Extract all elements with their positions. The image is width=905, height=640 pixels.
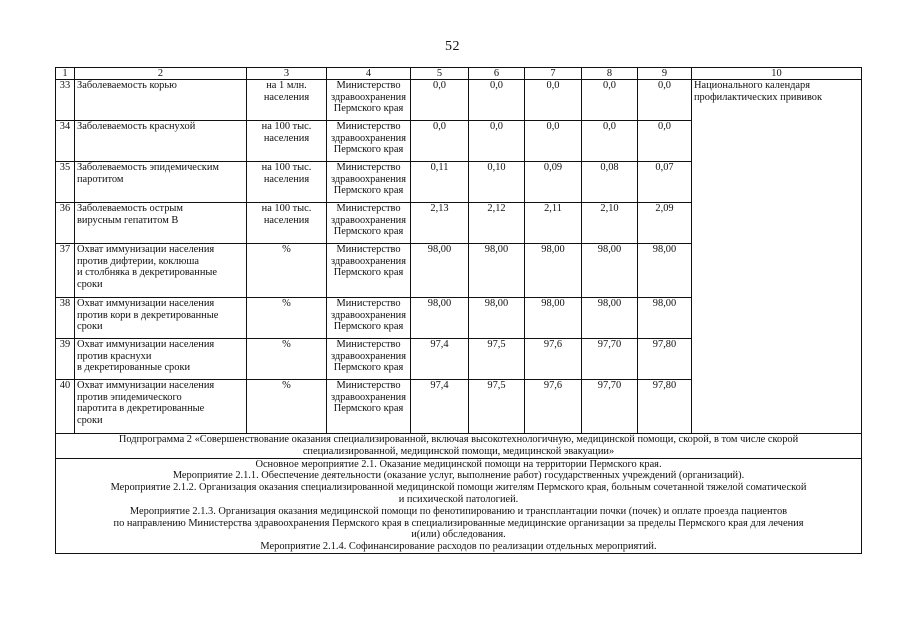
indicator-value: 2,12 (469, 203, 525, 244)
indicator-name-line: Охват иммунизации населения (77, 298, 215, 309)
activity-line: Мероприятие 2.1.1. Обеспечение деятельности (оказание услуг, выполнение работ) государственных учреждений (организаций). (172, 470, 745, 482)
unit-of-measure-line: % (282, 244, 291, 255)
indicator-value: 0,0 (638, 121, 692, 162)
indicator-value: 0,08 (582, 162, 638, 203)
indicator-name (75, 298, 247, 339)
responsible-executor-line: Пермского края (333, 103, 404, 115)
note-cell (692, 80, 862, 434)
indicator-name-line: против дифтерии, коклюша (77, 255, 199, 267)
responsible-executor-line: Пермского края (333, 321, 404, 333)
row-number: 36 (56, 203, 75, 244)
indicator-name-line: вирусным гепатитом В (77, 214, 179, 226)
indicator-value: 0,11 (411, 162, 469, 203)
indicator-value: 2,10 (582, 203, 638, 244)
unit-of-measure-line: на 100 тыс. (261, 121, 312, 132)
indicator-name-line: против кори в декретированные (77, 309, 219, 321)
row-number: 38 (56, 298, 75, 339)
unit-of-measure-line: % (282, 339, 291, 350)
responsible-executor (327, 162, 411, 203)
responsible-executor (327, 298, 411, 339)
unit-of-measure (247, 380, 327, 434)
indicator-name (75, 121, 247, 162)
column-number: 10 (692, 68, 862, 80)
unit-of-measure-line: на 100 тыс. (261, 203, 312, 214)
responsible-executor-line: здравоохранения (330, 91, 407, 103)
indicator-name-line: Охват иммунизации населения (77, 244, 215, 255)
activity-line: Мероприятие 2.1.2. Организация оказания специализированной медицинской помощи жителям Пермского края, больным сочетанной тяжелой соматической (110, 482, 807, 494)
responsible-executor (327, 80, 411, 121)
subprogram-line: специализированной, медицинской помощи, медицинской эвакуации» (302, 445, 615, 457)
indicator-value: 0,0 (469, 121, 525, 162)
indicator-value: 98,00 (638, 298, 692, 339)
responsible-executor-line: Пермского края (333, 267, 404, 279)
unit-of-measure (247, 121, 327, 162)
indicator-value: 2,13 (411, 203, 469, 244)
indicator-name-line: Заболеваемость острым (77, 203, 183, 214)
responsible-executor-line: Министерство (336, 203, 401, 214)
indicator-value: 97,5 (469, 339, 525, 380)
activity-line: и психической патологией. (398, 493, 519, 505)
responsible-executor-line: Министерство (336, 298, 401, 309)
unit-of-measure-line: на 1 млн. (266, 80, 307, 91)
responsible-executor-line: Министерство (336, 380, 401, 391)
responsible-executor-line: здравоохранения (330, 391, 407, 403)
responsible-executor-line: Пермского края (333, 403, 404, 415)
unit-of-measure-line: % (282, 298, 291, 309)
responsible-executor-line: здравоохранения (330, 350, 407, 362)
indicator-value: 97,6 (525, 339, 582, 380)
column-number: 3 (247, 68, 327, 80)
responsible-executor-line: Министерство (336, 121, 401, 132)
row-number: 37 (56, 244, 75, 298)
indicator-value: 0,0 (525, 121, 582, 162)
indicator-name-line: сроки (77, 414, 103, 426)
row-number: 33 (56, 80, 75, 121)
responsible-executor (327, 203, 411, 244)
unit-of-measure-line: населения (263, 173, 310, 185)
indicator-value: 98,00 (411, 244, 469, 298)
row-number: 40 (56, 380, 75, 434)
indicator-value: 97,80 (638, 339, 692, 380)
indicator-name-line: Охват иммунизации населения (77, 339, 215, 350)
indicator-value: 2,11 (525, 203, 582, 244)
responsible-executor (327, 121, 411, 162)
indicator-value: 0,09 (525, 162, 582, 203)
column-number: 4 (327, 68, 411, 80)
column-number: 5 (411, 68, 469, 80)
responsible-executor (327, 244, 411, 298)
unit-of-measure-line: населения (263, 132, 310, 144)
indicator-name-line: сроки (77, 278, 103, 290)
indicator-name-line: Заболеваемость эпидемическим (77, 162, 219, 173)
indicator-value: 98,00 (469, 298, 525, 339)
responsible-executor-line: Министерство (336, 244, 401, 255)
responsible-executor-line: здравоохранения (330, 309, 407, 321)
indicator-value: 98,00 (411, 298, 469, 339)
responsible-executor-line: Пермского края (333, 144, 404, 156)
unit-of-measure-line: населения (263, 91, 310, 103)
column-number: 2 (75, 68, 247, 80)
indicator-value: 97,80 (638, 380, 692, 434)
responsible-executor-line: Министерство (336, 80, 401, 91)
indicator-value: 98,00 (582, 244, 638, 298)
table-row (56, 80, 862, 121)
activity-line: Основное мероприятие 2.1. Оказание медицинской помощи на территории Пермского края. (255, 458, 662, 470)
indicator-value: 0,0 (411, 121, 469, 162)
indicator-value: 97,70 (582, 339, 638, 380)
activities-list (56, 458, 862, 553)
indicator-name-line: Заболеваемость корью (77, 80, 177, 91)
indicator-value: 97,70 (582, 380, 638, 434)
indicator-value: 0,0 (411, 80, 469, 121)
activity-line: по направлению Министерства здравоохранения Пермского края в специализированные медицинские организации за пределы Пермского края для лечения (113, 517, 804, 529)
indicator-value: 0,0 (525, 80, 582, 121)
responsible-executor-line: Министерство (336, 162, 401, 173)
responsible-executor-line: Пермского края (333, 185, 404, 197)
unit-of-measure-line: на 100 тыс. (261, 162, 312, 173)
responsible-executor-line: Пермского края (333, 362, 404, 374)
activity-line: Мероприятие 2.1.4. Софинансирование расходов по реализации отдельных мероприятий. (260, 541, 657, 553)
responsible-executor-line: здравоохранения (330, 214, 407, 226)
indicator-value: 98,00 (525, 244, 582, 298)
row-number: 34 (56, 121, 75, 162)
unit-of-measure (247, 203, 327, 244)
column-number: 8 (582, 68, 638, 80)
indicator-value: 97,6 (525, 380, 582, 434)
subprogram-line: Подпрограмма 2 «Совершенствование оказания специализированной, включая высокотехнологичную, медицинской помощи, скорой, в том числе скорой (118, 434, 799, 445)
subprogram-row (56, 434, 862, 459)
indicator-name-line: в декретированные сроки (77, 362, 191, 374)
column-number: 9 (638, 68, 692, 80)
indicator-name (75, 244, 247, 298)
indicator-value: 0,10 (469, 162, 525, 203)
indicator-value: 98,00 (582, 298, 638, 339)
activity-line: Мероприятие 2.1.3. Организация оказания медицинской помощи по фенотипированию и трансплантации почки (почек) и оплате проезда пациентов (129, 505, 788, 517)
indicator-value: 0,0 (638, 80, 692, 121)
column-number: 7 (525, 68, 582, 80)
indicator-name-line: Заболеваемость краснухой (77, 121, 196, 132)
note-cell-line: профилактических прививок (694, 91, 823, 103)
responsible-executor-line: здравоохранения (330, 255, 407, 267)
indicator-value: 0,0 (582, 121, 638, 162)
indicator-name-line: паротита в декретированные (77, 403, 205, 415)
column-number: 1 (56, 68, 75, 80)
indicator-value: 97,5 (469, 380, 525, 434)
responsible-executor-line: здравоохранения (330, 132, 407, 144)
indicators-table (55, 67, 862, 554)
indicator-name (75, 80, 247, 121)
indicator-name-line: против краснухи (77, 350, 152, 362)
indicator-value: 0,0 (469, 80, 525, 121)
indicator-name (75, 203, 247, 244)
unit-of-measure-line: населения (263, 214, 310, 226)
row-number: 35 (56, 162, 75, 203)
activity-line: и(или) обследования. (411, 529, 506, 541)
indicator-name-line: против эпидемического (77, 391, 182, 403)
unit-of-measure-line: % (282, 380, 291, 391)
column-number: 6 (469, 68, 525, 80)
unit-of-measure (247, 298, 327, 339)
indicator-value: 98,00 (638, 244, 692, 298)
indicator-value: 98,00 (469, 244, 525, 298)
indicator-value: 97,4 (411, 380, 469, 434)
indicator-value: 98,00 (525, 298, 582, 339)
indicator-name-line: Охват иммунизации населения (77, 380, 215, 391)
responsible-executor (327, 339, 411, 380)
indicator-name-line: и столбняка в декретированные (77, 267, 217, 279)
unit-of-measure (247, 339, 327, 380)
indicator-name (75, 162, 247, 203)
subprogram-title (56, 434, 862, 459)
unit-of-measure (247, 162, 327, 203)
indicator-name-line: паротитом (77, 173, 124, 185)
page-number: 52 (445, 39, 460, 54)
indicator-name-line: сроки (77, 321, 103, 333)
unit-of-measure (247, 244, 327, 298)
responsible-executor-line: здравоохранения (330, 173, 407, 185)
indicator-value: 2,09 (638, 203, 692, 244)
unit-of-measure (247, 80, 327, 121)
row-number: 39 (56, 339, 75, 380)
indicator-value: 0,07 (638, 162, 692, 203)
note-cell-line: Национального календаря (694, 80, 810, 91)
indicator-value: 97,4 (411, 339, 469, 380)
responsible-executor (327, 380, 411, 434)
indicator-name (75, 380, 247, 434)
activities-row (56, 458, 862, 553)
indicator-name (75, 339, 247, 380)
indicator-value: 0,0 (582, 80, 638, 121)
responsible-executor-line: Пермского края (333, 226, 404, 238)
column-numbers-row (56, 68, 862, 80)
responsible-executor-line: Министерство (336, 339, 401, 350)
